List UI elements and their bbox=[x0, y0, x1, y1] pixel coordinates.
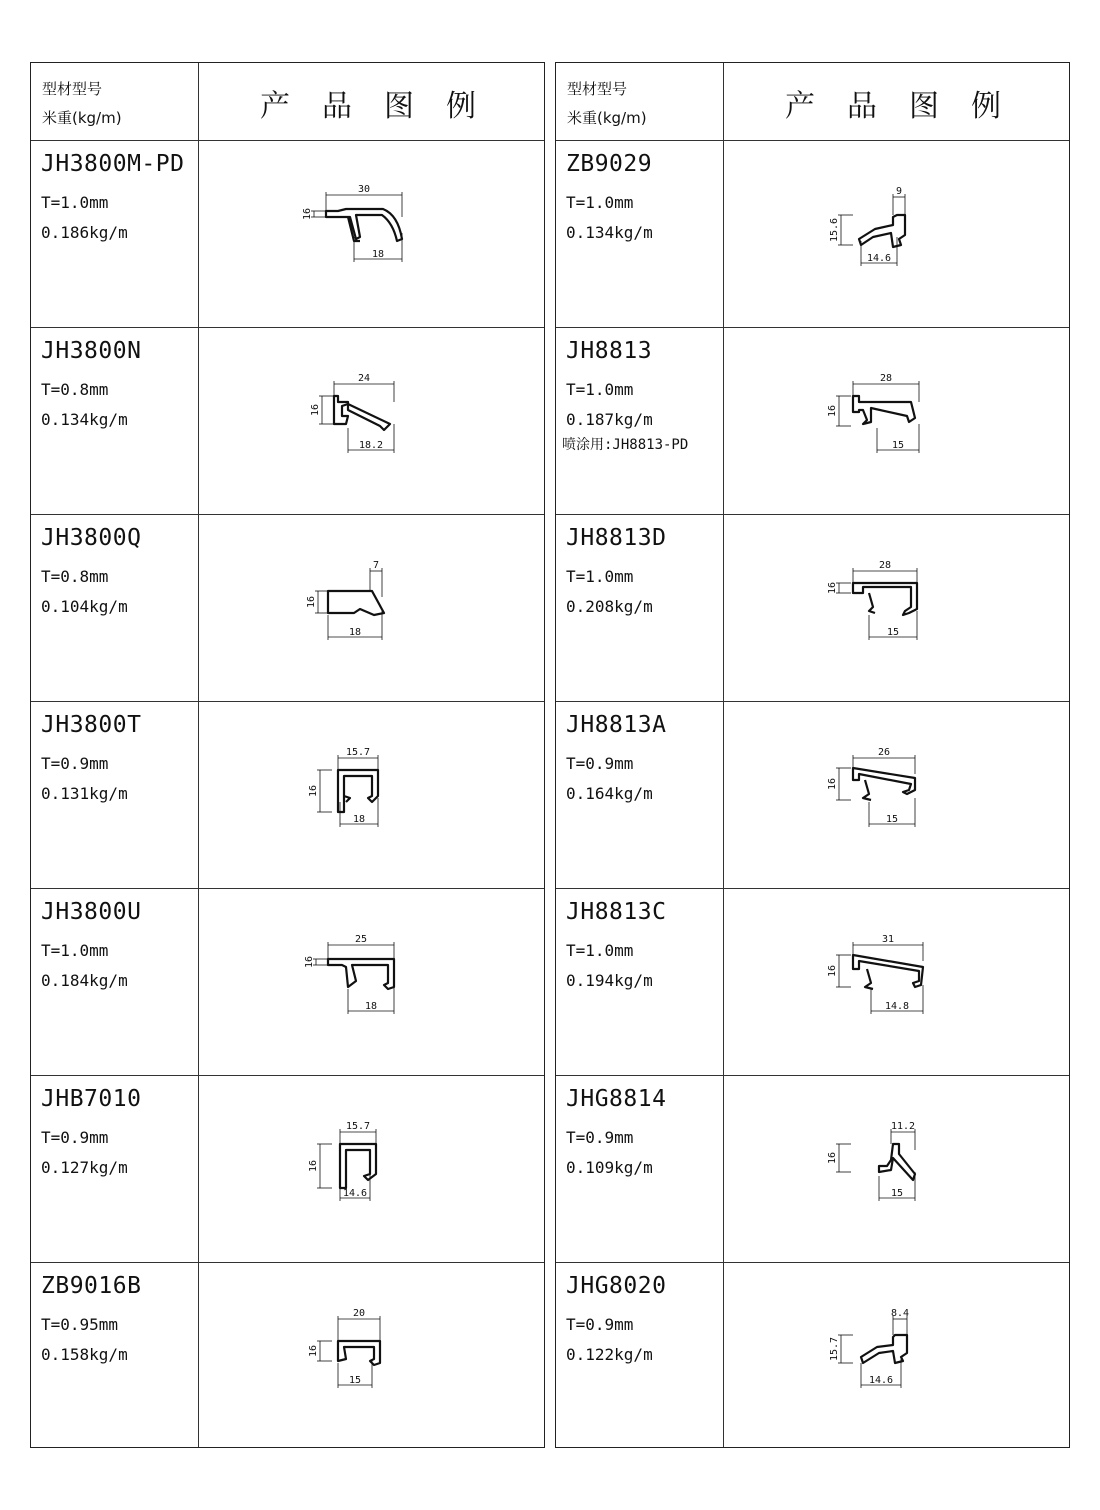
bottom-dimension-label: 15 bbox=[886, 627, 900, 638]
profile-row bbox=[556, 140, 1069, 328]
height-dimension-label: 16 bbox=[306, 595, 317, 609]
bottom-dimension-label: 18 bbox=[348, 627, 362, 638]
profile-thickness: T=0.9mm bbox=[566, 1128, 634, 1147]
profile-code: JH8813 bbox=[566, 338, 653, 364]
profile-outline bbox=[853, 768, 915, 800]
header-title: 产品图例 bbox=[260, 89, 508, 124]
width-dimension-label: 26 bbox=[877, 747, 891, 758]
profile-code: JH8813A bbox=[566, 712, 667, 738]
bottom-dimension-label: 15 bbox=[348, 1375, 362, 1386]
profile-code: JHG8814 bbox=[566, 1086, 667, 1112]
profile-thickness: T=1.0mm bbox=[566, 941, 634, 960]
profile-row bbox=[31, 1075, 544, 1263]
profile-code: JH3800T bbox=[41, 712, 142, 738]
profile-drawing bbox=[823, 740, 953, 840]
height-dimension-label: 16 bbox=[308, 784, 319, 798]
profile-thickness: T=1.0mm bbox=[41, 193, 109, 212]
profile-row bbox=[556, 514, 1069, 702]
profile-outline bbox=[338, 1341, 380, 1365]
header-title: 产品图例 bbox=[785, 89, 1033, 124]
profile-weight: 0.134kg/m bbox=[566, 223, 653, 242]
profile-outline bbox=[853, 955, 923, 989]
profile-drawing bbox=[298, 366, 428, 466]
bottom-dimension-label: 15 bbox=[891, 440, 905, 451]
profile-weight: 0.134kg/m bbox=[41, 410, 128, 429]
profile-thickness: T=1.0mm bbox=[566, 380, 634, 399]
height-dimension-label: 16 bbox=[827, 1151, 838, 1165]
profile-drawing bbox=[823, 1301, 953, 1401]
profile-drawing bbox=[823, 179, 953, 279]
profile-weight: 0.164kg/m bbox=[566, 784, 653, 803]
profile-weight: 0.131kg/m bbox=[41, 784, 128, 803]
profile-drawing bbox=[298, 553, 428, 653]
width-dimension-label: 11.2 bbox=[890, 1121, 916, 1132]
profile-drawing bbox=[823, 366, 953, 466]
profile-weight: 0.104kg/m bbox=[41, 597, 128, 616]
height-dimension-label: 15.6 bbox=[829, 217, 840, 243]
profile-outline bbox=[328, 591, 384, 615]
profile-drawing bbox=[298, 1301, 428, 1401]
profile-row bbox=[556, 1262, 1069, 1450]
right-catalog-table bbox=[555, 62, 1070, 1448]
width-dimension-label: 31 bbox=[881, 934, 895, 945]
profile-drawing bbox=[298, 740, 428, 840]
height-dimension-label: 16 bbox=[827, 404, 838, 418]
bottom-dimension-label: 14.6 bbox=[866, 253, 892, 264]
profile-weight: 0.122kg/m bbox=[566, 1345, 653, 1364]
profile-outline bbox=[853, 396, 915, 424]
profile-row bbox=[556, 888, 1069, 1076]
bottom-dimension-label: 15 bbox=[885, 814, 899, 825]
height-dimension-label: 16 bbox=[308, 1344, 319, 1358]
profile-thickness: T=0.8mm bbox=[41, 567, 109, 586]
profile-outline bbox=[879, 1144, 915, 1180]
profile-thickness: T=0.9mm bbox=[41, 1128, 109, 1147]
profile-code: JH3800M-PD bbox=[41, 151, 185, 177]
profile-code: JHB7010 bbox=[41, 1086, 142, 1112]
profile-drawing bbox=[823, 553, 953, 653]
width-dimension-label: 28 bbox=[878, 560, 892, 571]
profile-thickness: T=0.95mm bbox=[41, 1315, 119, 1334]
profile-outline bbox=[326, 209, 402, 241]
bottom-dimension-label: 14.8 bbox=[884, 1001, 910, 1012]
profile-weight: 0.208kg/m bbox=[566, 597, 653, 616]
profile-weight: 0.109kg/m bbox=[566, 1158, 653, 1177]
profile-row bbox=[31, 327, 544, 515]
profile-weight: 0.186kg/m bbox=[41, 223, 128, 242]
profile-row bbox=[556, 701, 1069, 889]
left-catalog-table bbox=[30, 62, 545, 1448]
bottom-dimension-label: 18.2 bbox=[358, 440, 384, 451]
bottom-dimension-label: 18 bbox=[364, 1001, 378, 1012]
profile-thickness: T=0.9mm bbox=[566, 1315, 634, 1334]
bottom-dimension-label: 15 bbox=[890, 1188, 904, 1199]
height-dimension-label: 16 bbox=[827, 581, 838, 595]
bottom-dimension-label: 14.6 bbox=[342, 1188, 368, 1199]
profile-thickness: T=1.0mm bbox=[566, 567, 634, 586]
bottom-dimension-label: 18 bbox=[371, 249, 385, 260]
profile-row bbox=[31, 514, 544, 702]
profile-outline bbox=[861, 1335, 907, 1363]
profile-drawing bbox=[298, 1114, 428, 1214]
profile-outline bbox=[334, 396, 390, 430]
height-dimension-label: 16 bbox=[308, 1159, 319, 1173]
profile-thickness: T=1.0mm bbox=[566, 193, 634, 212]
profile-outline bbox=[853, 583, 917, 615]
width-dimension-label: 15.7 bbox=[345, 1121, 371, 1132]
profile-code: JH3800Q bbox=[41, 525, 142, 551]
profile-outline bbox=[340, 1144, 376, 1188]
header-model-label: 型材型号 bbox=[567, 80, 628, 98]
profile-note: 喷涂用:JH8813-PD bbox=[562, 437, 689, 453]
profile-drawing bbox=[823, 1114, 953, 1214]
profile-drawing bbox=[298, 179, 428, 279]
height-dimension-label: 16 bbox=[827, 964, 838, 978]
profile-thickness: T=0.8mm bbox=[41, 380, 109, 399]
profile-drawing bbox=[298, 927, 428, 1027]
profile-outline bbox=[859, 215, 905, 247]
width-dimension-label: 9 bbox=[895, 186, 903, 197]
height-dimension-label: 16 bbox=[310, 403, 321, 417]
table-header bbox=[31, 63, 544, 140]
profile-thickness: T=1.0mm bbox=[41, 941, 109, 960]
header-label bbox=[567, 75, 647, 133]
width-dimension-label: 30 bbox=[357, 184, 371, 195]
table-header bbox=[556, 63, 1069, 140]
bottom-dimension-label: 14.6 bbox=[868, 1375, 894, 1386]
width-dimension-label: 7 bbox=[372, 560, 380, 571]
profile-weight: 0.187kg/m bbox=[566, 410, 653, 429]
width-dimension-label: 28 bbox=[879, 373, 893, 384]
width-dimension-label: 25 bbox=[354, 934, 368, 945]
profile-drawing bbox=[823, 927, 953, 1027]
profile-code: JHG8020 bbox=[566, 1273, 667, 1299]
profile-row bbox=[556, 1075, 1069, 1263]
header-weight-label: 米重(kg/m) bbox=[567, 109, 647, 127]
profile-row bbox=[31, 888, 544, 1076]
profile-code: JH8813D bbox=[566, 525, 667, 551]
header-label bbox=[42, 75, 122, 133]
profile-row bbox=[31, 701, 544, 889]
width-dimension-label: 24 bbox=[357, 373, 371, 384]
profile-code: JH3800N bbox=[41, 338, 142, 364]
profile-weight: 0.158kg/m bbox=[41, 1345, 128, 1364]
profile-weight: 0.194kg/m bbox=[566, 971, 653, 990]
profile-code: ZB9016B bbox=[41, 1273, 142, 1299]
profile-row bbox=[556, 327, 1069, 515]
profile-weight: 0.127kg/m bbox=[41, 1158, 128, 1177]
profile-weight: 0.184kg/m bbox=[41, 971, 128, 990]
profile-code: JH8813C bbox=[566, 899, 667, 925]
profile-code: ZB9029 bbox=[566, 151, 653, 177]
profile-thickness: T=0.9mm bbox=[566, 754, 634, 773]
profile-row bbox=[31, 1262, 544, 1450]
width-dimension-label: 8.4 bbox=[890, 1308, 910, 1319]
profile-thickness: T=0.9mm bbox=[41, 754, 109, 773]
bottom-dimension-label: 18 bbox=[352, 814, 366, 825]
width-dimension-label: 20 bbox=[352, 1308, 366, 1319]
height-dimension-label: 16 bbox=[302, 207, 313, 221]
profile-code: JH3800U bbox=[41, 899, 142, 925]
profile-outline bbox=[328, 959, 394, 989]
height-dimension-label: 16 bbox=[304, 955, 315, 969]
height-dimension-label: 16 bbox=[827, 777, 838, 791]
profile-row bbox=[31, 140, 544, 328]
header-weight-label: 米重(kg/m) bbox=[42, 109, 122, 127]
profile-outline bbox=[338, 770, 378, 812]
height-dimension-label: 15.7 bbox=[829, 1336, 840, 1362]
width-dimension-label: 15.7 bbox=[345, 747, 371, 758]
header-model-label: 型材型号 bbox=[42, 80, 103, 98]
